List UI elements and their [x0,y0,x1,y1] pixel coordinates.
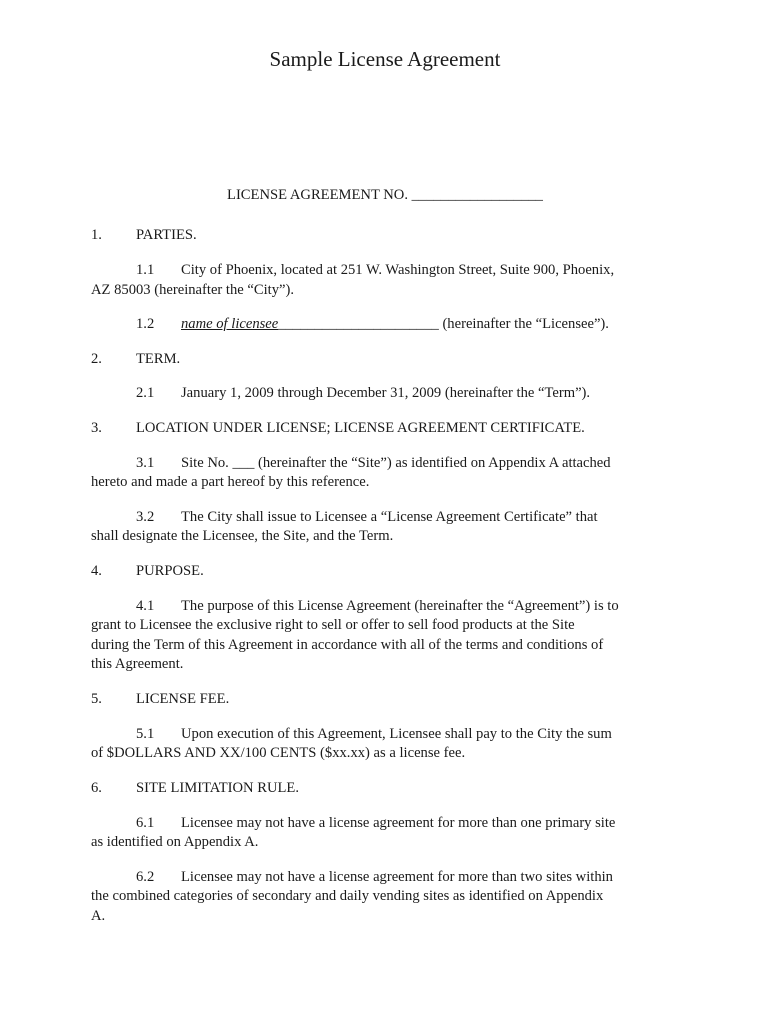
clause-number: 2.1 [136,385,155,401]
section-heading-license-fee [91,690,229,709]
section-heading-purpose [91,562,204,581]
clause-4-1-line-3: during the Term of this Agreement in accordance with all of the terms and conditions of [91,637,604,653]
clause-3-2-line-1 [91,508,598,527]
clause-6-2-line-3: A. [91,908,106,924]
clause-number: 6.2 [136,869,155,885]
licensee-underline: ______________________ [278,316,439,332]
section-number: 4. [91,563,102,579]
clause-1-2 [91,315,609,334]
agreement-number: LICENSE AGREEMENT NO. __________________ [227,187,543,203]
clause-4-1-line-4: this Agreement. [91,656,184,672]
clause-4-1-line-1 [91,597,619,616]
clause-number: 1.2 [136,316,155,332]
clause-3-1-line-1 [91,454,611,473]
clause-3-2-line-2: shall designate the Licensee, the Site, and the Term. [91,528,394,544]
section-heading-parties [91,226,197,245]
clause-5-1-line-2: of $DOLLARS AND XX/100 CENTS ($xx.xx) as a license fee. [91,745,466,761]
section-title: PARTIES. [136,227,197,243]
clause-6-1-line-2: as identified on Appendix A. [91,834,259,850]
section-number: 2. [91,351,102,367]
clause-5-1-line-1 [91,725,612,744]
section-number: 6. [91,780,102,796]
clause-number: 3.2 [136,509,155,525]
section-heading-term [91,350,180,369]
licensee-name-blank: name of licensee [181,316,279,332]
clause-4-1-line-2: grant to Licensee the exclusive right to sell or offer to sell food products at the Site [91,617,575,633]
section-title: SITE LIMITATION RULE. [136,780,299,796]
clause-number: 3.1 [136,455,155,471]
clause-1-1-line-2: AZ 85003 (hereinafter the “City”). [91,282,295,298]
clause-2-1 [91,384,590,403]
section-number: 3. [91,420,102,436]
clause-text: Licensee may not have a license agreement for more than two sites within [181,869,613,885]
clause-6-2-line-1 [91,868,613,887]
clause-number: 4.1 [136,598,155,614]
clause-text: The purpose of this License Agreement (hereinafter the “Agreement”) is to [181,598,619,614]
clause-text: Licensee may not have a license agreement for more than one primary site [181,815,616,831]
clause-text: City of Phoenix, located at 251 W. Washington Street, Suite 900, Phoenix, [181,262,615,278]
clause-number: 6.1 [136,815,155,831]
section-heading-location [91,419,585,438]
section-title: TERM. [136,351,181,367]
clause-3-1-line-2: hereto and made a part hereof by this reference. [91,474,370,490]
clause-1-1-line-1 [91,261,614,280]
clause-text: The City shall issue to Licensee a “License Agreement Certificate” that [181,509,598,525]
document-title: Sample License Agreement [269,47,501,71]
section-title: LOCATION UNDER LICENSE; LICENSE AGREEMENT CERTIFICATE. [136,420,585,436]
section-number: 1. [91,227,102,243]
clause-number: 5.1 [136,726,155,742]
clause-text: January 1, 2009 through December 31, 2009 (hereinafter the “Term”). [181,385,591,401]
clause-text: (hereinafter the “Licensee”). [438,316,609,332]
clause-number: 1.1 [136,262,155,278]
section-heading-site-limitation [91,779,299,798]
clause-6-1-line-1 [91,814,615,833]
clause-text: Site No. ___ (hereinafter the “Site”) as identified on Appendix A attached [181,455,611,471]
clause-6-2-line-2: the combined categories of secondary and daily vending sites as identified on Appendix [91,888,604,904]
section-title: LICENSE FEE. [136,691,230,707]
clause-text: Upon execution of this Agreement, Licensee shall pay to the City the sum [181,726,612,742]
section-title: PURPOSE. [136,563,204,579]
section-number: 5. [91,691,102,707]
